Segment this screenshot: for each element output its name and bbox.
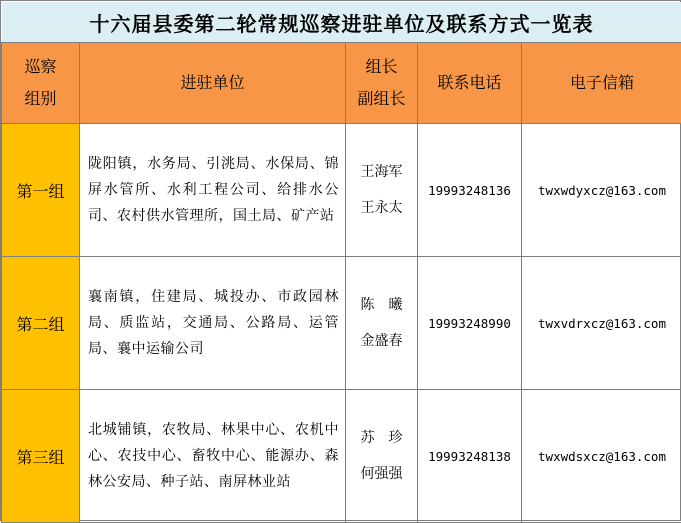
header-units: 进驻单位 — [80, 43, 346, 124]
units-cell: 襄南镇，住建局、城投办、市政园林局、质监站，交通局、公路局、运管局、襄中运输公司 — [80, 257, 346, 390]
email-cell[interactable]: twxwdyxcz@163.com — [522, 124, 681, 257]
email-cell[interactable]: twxvdrxcz@163.com — [522, 257, 681, 390]
leader-name: 王海军 — [346, 154, 417, 190]
assignment-table — [1, 42, 681, 523]
units-cell: 陇阳镇，水务局、引洮局、水保局、锦屏水管所、水利工程公司、给排水公司、农村供水管理所，国土局、矿产站 — [80, 124, 346, 257]
header-phone: 联系电话 — [418, 43, 522, 124]
deputy-name: 金盛春 — [346, 323, 417, 359]
leader-name: 陈 曦 — [346, 287, 417, 323]
leader-name: 苏 珍 — [346, 420, 417, 456]
phone-cell: 19993248136 — [418, 124, 522, 257]
table-row — [2, 390, 681, 523]
phone-cell: 19993248138 — [418, 390, 522, 523]
header-group-line1: 巡察 — [24, 57, 56, 76]
leader-cell — [346, 257, 418, 390]
header-leader — [346, 43, 418, 124]
leader-cell — [346, 124, 418, 257]
header-leader-line2: 副组长 — [357, 89, 405, 108]
header-group — [2, 43, 80, 124]
header-group-line2: 组别 — [24, 89, 56, 108]
header-email: 电子信箱 — [522, 43, 681, 124]
email-cell[interactable]: twxwdsxcz@163.com — [522, 390, 681, 523]
group-cell: 第二组 — [2, 257, 80, 390]
header-leader-line1: 组长 — [365, 57, 397, 76]
page-title: 十六届县委第二轮常规巡察进驻单位及联系方式一览表 — [2, 2, 681, 43]
deputy-name: 何强强 — [346, 456, 417, 492]
header-row — [2, 43, 681, 124]
group-cell: 第三组 — [2, 390, 80, 523]
deputy-name: 王永太 — [346, 190, 417, 226]
units-cell: 北城铺镇，农牧局、林果中心、农机中心、农技中心、畜牧中心、能源办、森林公安局、种子站、南屏林业站 — [80, 390, 346, 523]
leader-cell — [346, 390, 418, 523]
table-row — [2, 124, 681, 257]
group-cell: 第一组 — [2, 124, 80, 257]
table-row — [2, 257, 681, 390]
phone-cell: 19993248990 — [418, 257, 522, 390]
